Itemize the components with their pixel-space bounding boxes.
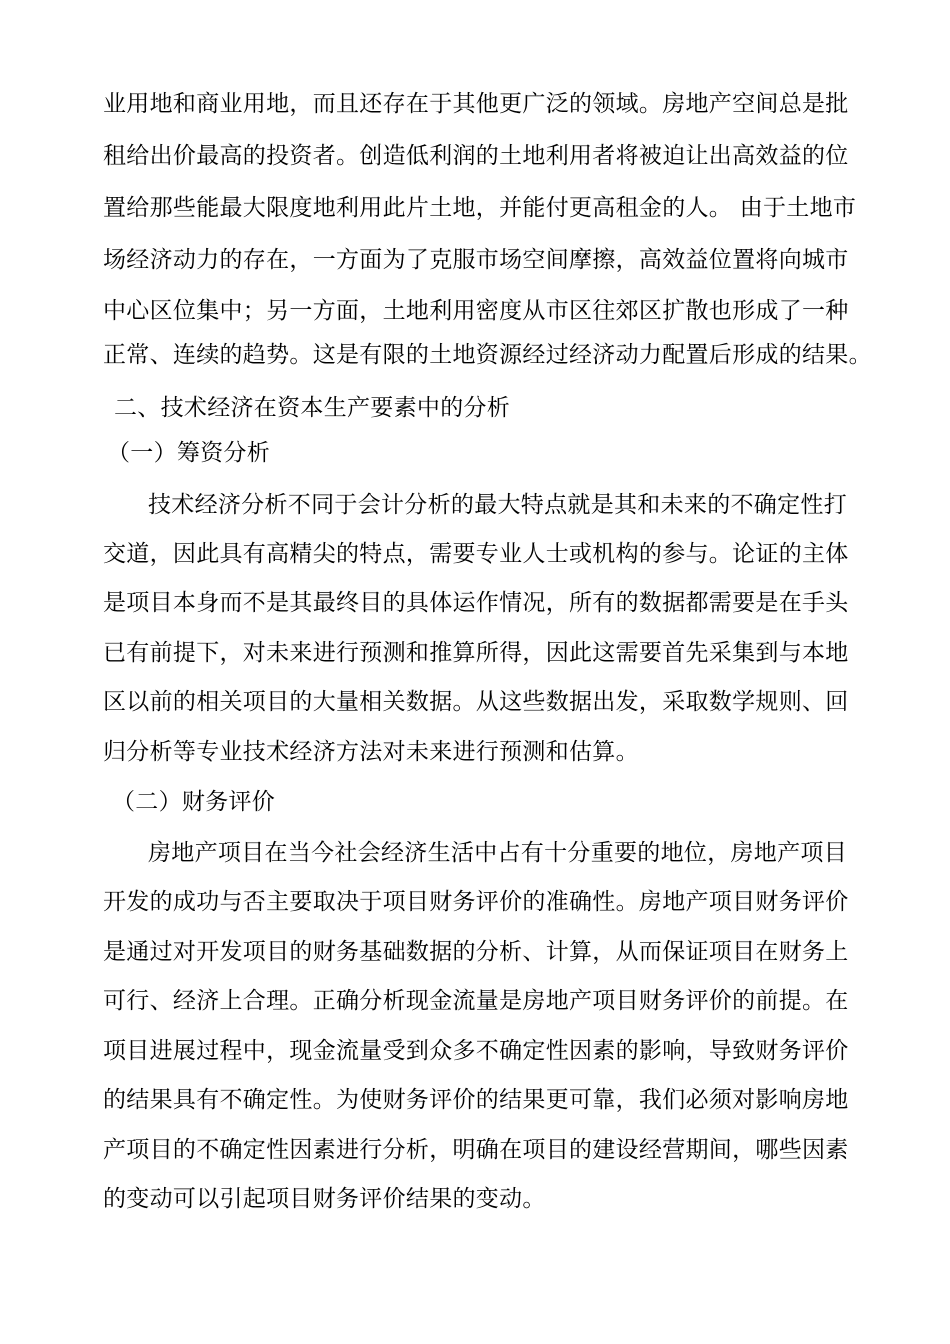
paragraph-line: 项目进展过程中，现金流量受到众多不确定性因素的影响，导致财务评价 <box>103 1038 849 1064</box>
paragraph-line: 租给出价最高的投资者。创造低利润的土地利用者将被迫让出高效益的位 <box>103 143 849 169</box>
paragraph-line: 技术经济分析不同于会计分析的最大特点就是其和未来的不确定性打 <box>148 492 847 518</box>
section-heading: 二、技术经济在资本生产要素中的分析 <box>114 395 511 421</box>
paragraph-line: 正常、连续的趋势。这是有限的土地资源经过经济动力配置后形成的结果。 <box>103 342 872 368</box>
paragraph-line: 房地产项目在当今社会经济生活中占有十分重要的地位，房地产项目 <box>148 840 847 866</box>
paragraph-line: 开发的成功与否主要取决于项目财务评价的准确性。房地产项目财务评价 <box>103 889 849 915</box>
paragraph-line: 的结果具有不确定性。为使财务评价的结果更可靠，我们必须对影响房地 <box>103 1087 849 1113</box>
paragraph-line: 的变动可以引起项目财务评价结果的变动。 <box>103 1186 546 1212</box>
paragraph-line: 可行、经济上合理。正确分析现金流量是房地产项目财务评价的前提。在 <box>103 988 849 1014</box>
paragraph-line: 是项目本身而不是其最终目的具体运作情况，所有的数据都需要是在手头 <box>103 590 849 616</box>
paragraph-line: 场经济动力的存在，一方面为了克服市场空间摩擦，高效益位置将向城市 <box>103 247 849 273</box>
paragraph-line: 归分析等专业技术经济方法对未来进行预测和估算。 <box>103 739 639 765</box>
paragraph-line: 已有前提下，对未来进行预测和推算所得，因此这需要首先采集到与本地 <box>103 640 849 666</box>
paragraph-line: 置给那些能最大限度地利用此片土地，并能付更高租金的人。 由于土地市 <box>103 195 857 221</box>
paragraph-line: 中心区位集中；另一方面，土地利用密度从市区往郊区扩散也形成了一种 <box>103 298 849 324</box>
subheading-financial-evaluation: （二）财务评价 <box>112 789 276 815</box>
paragraph-line: 产项目的不确定性因素进行分析，明确在项目的建设经营期间，哪些因素 <box>103 1137 849 1163</box>
paragraph-line: 交道，因此具有高精尖的特点，需要专业人士或机构的参与。论证的主体 <box>103 541 849 567</box>
subheading-financing: （一）筹资分析 <box>107 440 271 466</box>
paragraph-line: 业用地和商业用地，而且还存在于其他更广泛的领域。房地产空间总是批 <box>103 91 849 117</box>
paragraph-line: 是通过对开发项目的财务基础数据的分析、计算，从而保证项目在财务上 <box>103 939 849 965</box>
paragraph-line: 区以前的相关项目的大量相关数据。从这些数据出发，采取数学规则、回 <box>103 689 849 715</box>
